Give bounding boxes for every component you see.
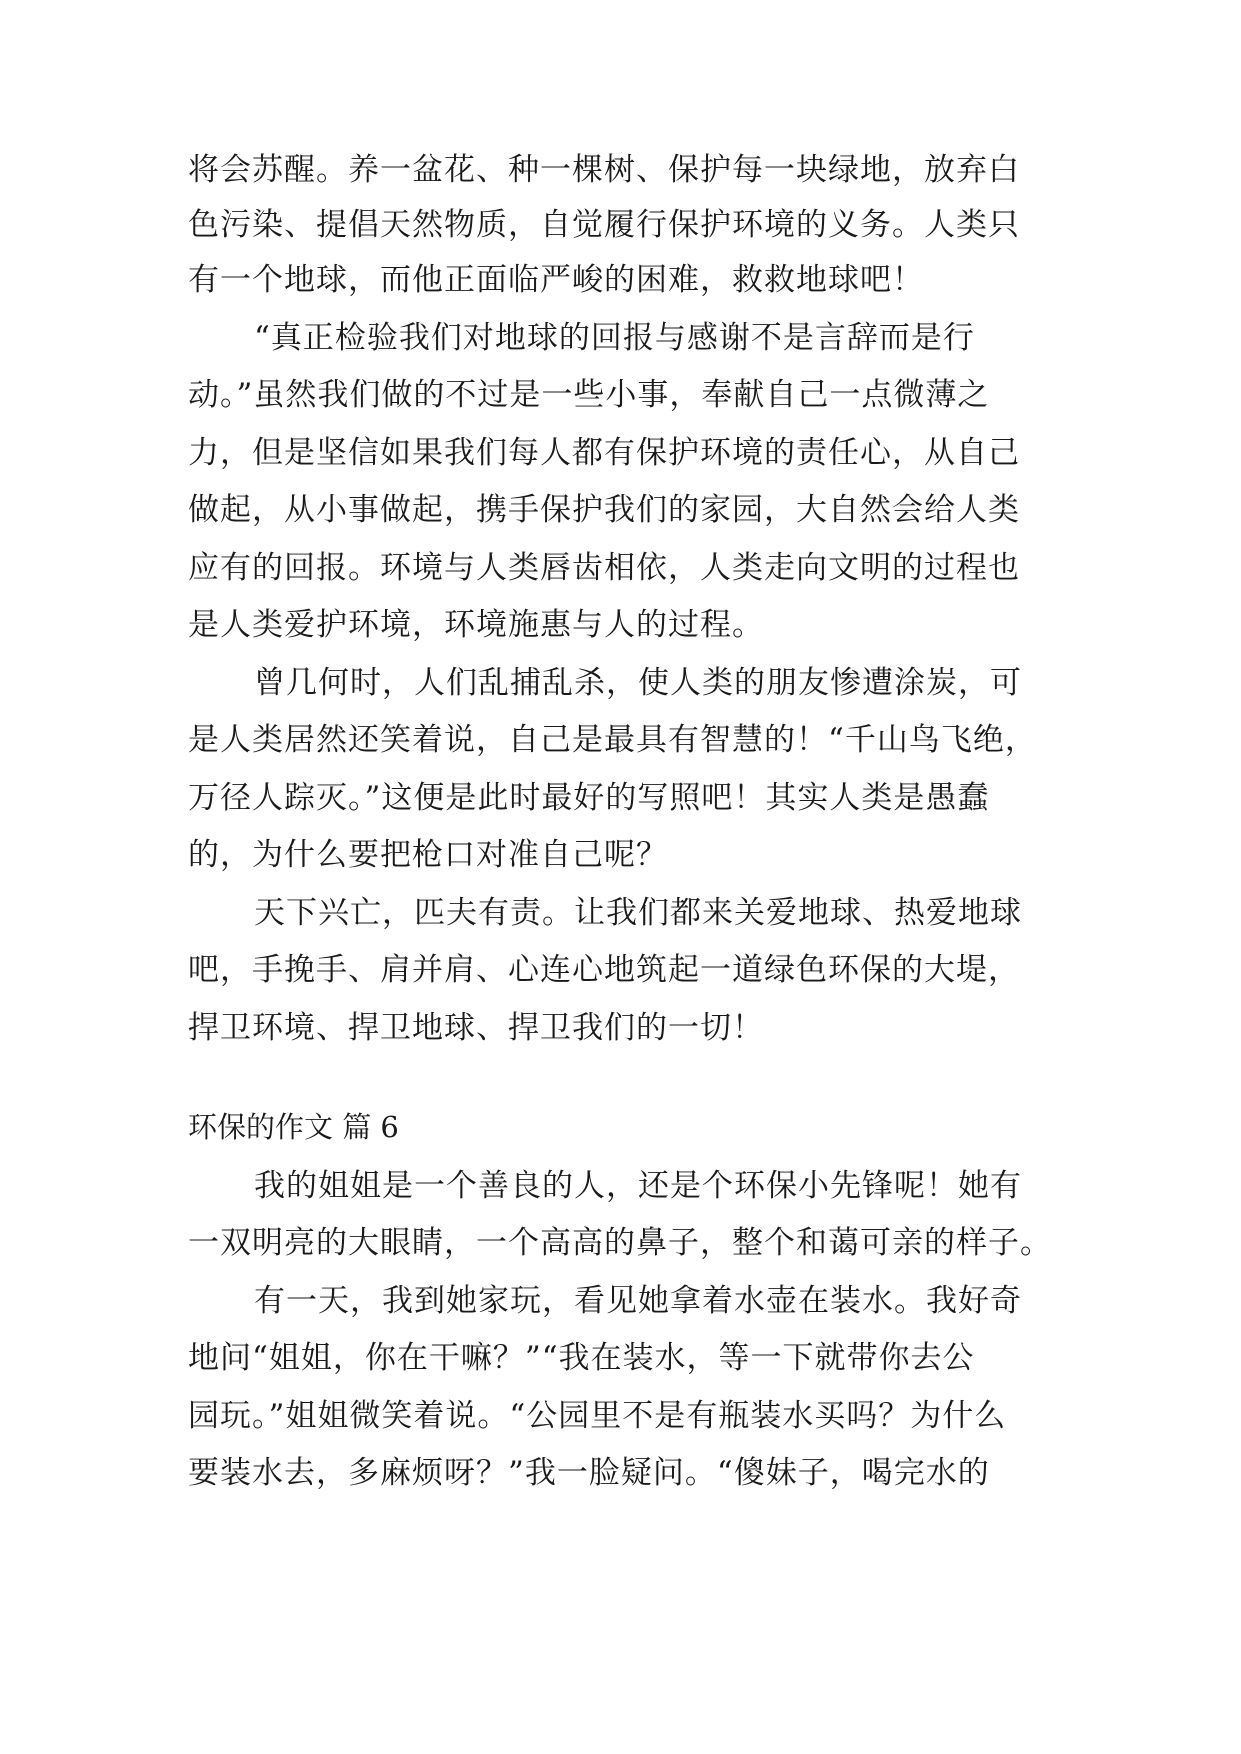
paragraph-1-line-3: 有一个地球，而他正面临严峻的困难，救救地球吧！ (188, 262, 924, 298)
paragraph-2-line-1: “真正检验我们对地球的回报与感谢不是言辞而是行 (254, 320, 975, 356)
paragraph-2-line-3: 力，但是坚信如果我们每人都有保护环境的责任心，从自己 (188, 435, 1020, 471)
paragraph-4-line-1: 天下兴亡，匹夫有责。让我们都来关爱地球、热爱地球 (254, 895, 1022, 931)
section-paragraph-1-line-1: 我的姐姐是一个善良的人，还是个环保小先锋呢！她有 (254, 1168, 1022, 1204)
paragraph-2-line-4: 做起，从小事做起，携手保护我们的家园，大自然会给人类 (188, 492, 1020, 528)
paragraph-2-line-6: 是人类爱护环境，环境施惠与人的过程。 (188, 607, 764, 643)
section-paragraph-1-line-2: 一双明亮的大眼睛，一个高高的鼻子，整个和蔼可亲的样子。 (188, 1225, 1052, 1261)
paragraph-2-line-2: 动。”虽然我们做的不过是一些小事，奉献自己一点微薄之 (188, 377, 990, 413)
paragraph-1-line-1: 将会苏醒。养一盆花、种一棵树、保护每一块绿地，放弃白 (188, 152, 1020, 188)
section-paragraph-2-line-1: 有一天，我到她家玩，看见她拿着水壶在装水。我好奇 (254, 1283, 1022, 1319)
paragraph-3-line-3: 万径人踪灭。”这便是此时最好的写照吧！其实人类是愚蠢 (188, 780, 990, 816)
paragraph-3-line-1: 曾几何时，人们乱捕乱杀，使人类的朋友惨遭涂炭，可 (254, 665, 1022, 701)
paragraph-4-line-2: 吧，手挽手、肩并肩、心连心地筑起一道绿色环保的大堤， (188, 952, 1020, 988)
paragraph-1-line-2: 色污染、提倡天然物质，自觉履行保护环境的义务。人类只 (188, 207, 1020, 243)
paragraph-3-line-2: 是人类居然还笑着说，自己是最具有智慧的！“千山鸟飞绝， (188, 722, 1037, 758)
section-paragraph-2-line-4: 要装水去，多麻烦呀？”我一脸疑问。“傻妹子，喝完水的 (188, 1455, 990, 1491)
section-paragraph-2-line-3: 园玩。”姐姐微笑着说。“公园里不是有瓶装水买吗？为什么 (188, 1398, 1007, 1434)
section-paragraph-2-line-2: 地问“姐姐，你在干嘛？”“我在装水，等一下就带你去公 (188, 1340, 975, 1376)
paragraph-3-line-4: 的，为什么要把枪口对准自己呢？ (188, 837, 668, 873)
paragraph-2-line-5: 应有的回报。环境与人类唇齿相依，人类走向文明的过程也 (188, 550, 1020, 586)
paragraph-4-line-3: 捍卫环境、捍卫地球、捍卫我们的一切！ (188, 1010, 764, 1046)
section-heading: 环保的作文 篇 6 (188, 1110, 399, 1144)
